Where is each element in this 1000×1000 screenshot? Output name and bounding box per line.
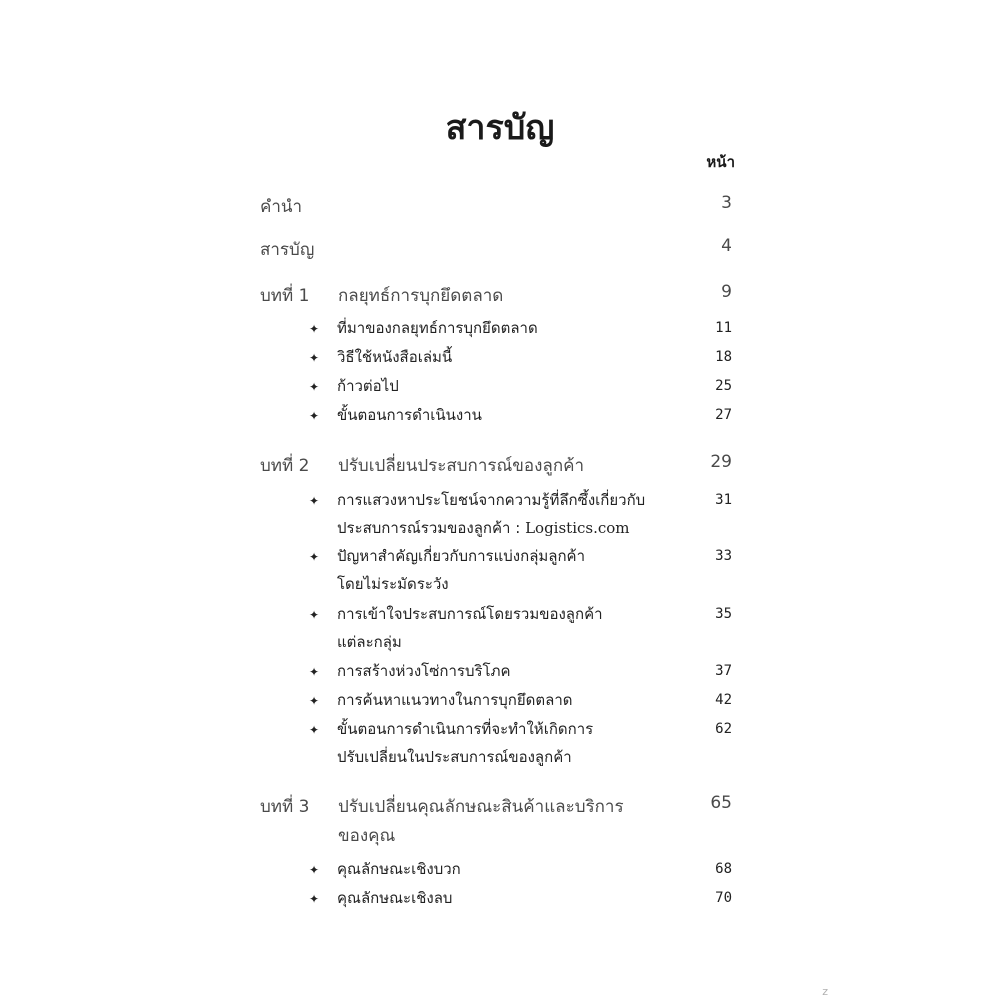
item-label: การแสวงหาประโยชน์จากความรู้ที่ลึกซึ้งเกี่ยวกับ	[337, 491, 646, 509]
item-page: 68	[715, 861, 732, 877]
bullet-icon: ✦	[309, 550, 320, 564]
bullet-icon: ✦	[309, 863, 320, 877]
bullet-icon: ✦	[309, 665, 320, 679]
item-page: 70	[715, 890, 732, 906]
item-label: คุณลักษณะเชิงลบ	[337, 889, 453, 907]
bullet-icon: ✦	[309, 608, 320, 622]
bullet-icon: ✦	[309, 892, 320, 906]
entry-page: 4	[721, 236, 732, 256]
item-page: 33	[715, 548, 732, 564]
chapter-page: 29	[710, 452, 732, 472]
item-page: 35	[715, 606, 732, 622]
chapter-page: 9	[721, 282, 732, 302]
bullet-icon: ✦	[309, 409, 320, 423]
chapter-title: กลยุทธ์การบุกยึดตลาด	[338, 286, 504, 306]
item-label: คุณลักษณะเชิงบวก	[337, 860, 461, 878]
item-page: 62	[715, 721, 732, 737]
bullet-icon: ✦	[309, 494, 320, 508]
bullet-icon: ✦	[309, 380, 320, 394]
item-label: การเข้าใจประสบการณ์โดยรวมของลูกค้า	[337, 605, 603, 623]
item-label-line2: ประสบการณ์รวมของลูกค้า :	[337, 519, 526, 537]
item-page: 25	[715, 378, 732, 394]
item-label: การค้นหาแนวทางในการบุกยึดตลาด	[337, 691, 573, 709]
page-column-label: หน้า	[706, 153, 735, 171]
bullet-icon: ✦	[309, 723, 320, 737]
item-label: ขั้นตอนการดำเนินการที่จะทำให้เกิดการ	[337, 720, 594, 738]
item-label-line2: ปรับเปลี่ยนในประสบการณ์ของลูกค้า	[337, 748, 572, 766]
chapter-title-line2: ของคุณ	[338, 826, 396, 846]
chapter-page: 65	[710, 793, 732, 813]
item-page: 37	[715, 663, 732, 679]
item-page: 11	[715, 320, 732, 336]
page-title: สารบัญ	[445, 108, 555, 148]
item-label: ปัญหาสำคัญเกี่ยวกับการแบ่งกลุ่มลูกค้า	[337, 547, 585, 565]
entry-page: 3	[721, 193, 732, 213]
item-label: ก้าวต่อไป	[337, 377, 399, 395]
entry-label: คำนำ	[260, 197, 303, 217]
item-label-line2: แต่ละกลุ่ม	[337, 633, 402, 651]
item-page: 27	[715, 407, 732, 423]
item-page: 42	[715, 692, 732, 708]
item-label: ที่มาของกลยุทธ์การบุกยึดตลาด	[337, 319, 538, 337]
chapter-title: ปรับเปลี่ยนคุณลักษณะสินค้าและบริการ	[338, 797, 624, 817]
item-page: 18	[715, 349, 732, 365]
entry-label: สารบัญ	[260, 240, 315, 260]
chapter-title: ปรับเปลี่ยนประสบการณ์ของลูกค้า	[338, 456, 585, 476]
bullet-icon: ✦	[309, 351, 320, 365]
item-label-line2: โดยไม่ระมัดระวัง	[337, 575, 449, 593]
item-label: ขั้นตอนการดำเนินงาน	[337, 406, 482, 424]
chapter-prefix: บทที่ 2	[260, 456, 310, 476]
chapter-prefix: บทที่ 3	[260, 797, 310, 817]
item-label: วิธีใช้หนังสือเล่มนี้	[337, 348, 453, 366]
chapter-prefix: บทที่ 1	[260, 286, 310, 306]
bullet-icon: ✦	[309, 322, 320, 336]
item-page: 31	[715, 492, 732, 508]
corner-mark: z	[822, 985, 828, 998]
item-label-link-text: Logistics.com	[525, 519, 630, 537]
item-label: การสร้างห่วงโซ่การบริโภค	[337, 662, 511, 680]
bullet-icon: ✦	[309, 694, 320, 708]
